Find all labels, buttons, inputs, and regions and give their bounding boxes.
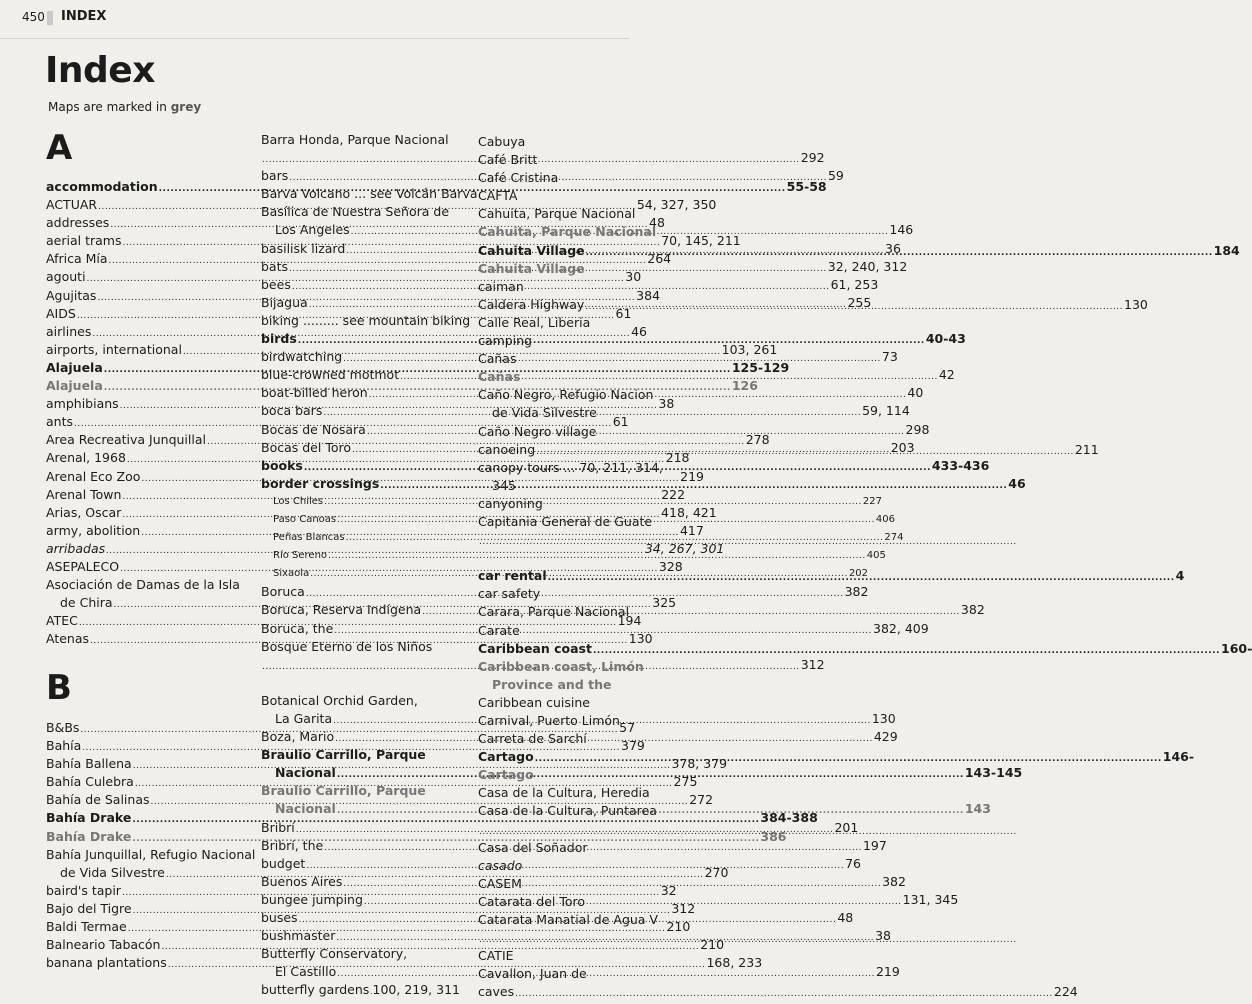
entry-pages: 61	[612, 414, 629, 430]
entry-pages: 36	[885, 240, 901, 256]
entry-term: airlines	[46, 323, 92, 339]
grey-word: grey	[170, 100, 202, 114]
index-entry	[261, 746, 460, 764]
entry-pages: 126	[731, 378, 758, 394]
entry-term: Nacional	[275, 765, 336, 781]
entry-term: Los Chiles	[273, 495, 324, 507]
entry-pages: 59, 114	[862, 403, 910, 419]
entry-term: Barva Volcano ... see Volcán Barva	[261, 186, 478, 202]
index-entry	[478, 278, 638, 296]
entry-term: Carnival, Puerto Limón	[478, 713, 620, 728]
entry-term: CASEM	[478, 875, 522, 891]
entry-pages: 378, 379	[671, 756, 728, 772]
index-entry	[478, 712, 638, 730]
entry-pages: 55-58	[786, 179, 827, 194]
index-entry	[478, 965, 638, 983]
index-entry	[478, 658, 644, 676]
entry-term: Bahía	[46, 738, 82, 754]
entry-term: Cañas	[478, 369, 521, 385]
header-section: INDEX	[61, 9, 107, 24]
entry-term: Bribrí	[261, 819, 295, 835]
leader-dots	[593, 640, 1220, 660]
index-entry	[478, 513, 653, 531]
entry-term: Braulio Carrillo, Parque	[261, 747, 426, 763]
entry-pages: 76	[845, 855, 861, 871]
entry-term: Arenal, 1968	[46, 450, 126, 466]
index-entry	[478, 260, 638, 278]
entry-term: Cahuita Village	[478, 260, 585, 276]
entry-term: Nacional	[275, 801, 336, 817]
leader-dots	[479, 929, 1017, 949]
letter-heading-b: B	[46, 668, 72, 708]
entry-term: boat-billed heron	[261, 385, 368, 401]
entry-pages: 46	[631, 323, 647, 339]
entry-pages: 272	[689, 792, 714, 808]
entry-term: Casa de la Cultura, Heredia	[478, 785, 650, 801]
entry-term: Basílica de Nuestra Señora de	[261, 204, 450, 220]
entry-pages: 146	[889, 222, 914, 238]
entry-term: caves	[478, 984, 515, 1000]
entry-pages: 100, 219, 311	[372, 982, 460, 998]
entry-term: army, abolition	[46, 522, 141, 538]
entry-term: butterfly gardens	[261, 982, 370, 998]
entry-term: Cañas	[478, 351, 517, 367]
entry-term: La Garita	[275, 711, 333, 726]
entry-term: Paso Canoas	[273, 513, 337, 525]
maps-note: Maps are marked in grey	[48, 100, 202, 114]
entry-term: border crossings	[261, 475, 380, 491]
entry-term: Asociación de Damas de la Isla	[46, 577, 240, 593]
leader-dots	[536, 441, 1074, 461]
entry-pages: 4	[1175, 568, 1185, 584]
index-entry	[261, 945, 460, 963]
entry-term: Casa del Soñador	[478, 839, 588, 855]
entry-term: banana plantations	[46, 955, 167, 971]
entry-pages: 42	[938, 367, 955, 383]
entry-term: B&Bs	[46, 720, 80, 735]
index-entry	[478, 603, 638, 621]
entry-term: Bahía Junquillal, Refugio Nacional	[46, 846, 256, 862]
entry-pages: 202	[848, 568, 869, 580]
entry-term: Bribrí, the	[261, 837, 324, 853]
entry-pages: 197	[862, 837, 887, 853]
entry-term: baird's tapir	[46, 882, 121, 898]
index-entry	[478, 151, 638, 169]
index-entry	[478, 929, 638, 947]
entry-pages: 143	[964, 801, 991, 817]
entry-term: Caribbean coast	[478, 640, 592, 656]
index-entry	[478, 947, 638, 965]
entry-term: accommodation	[46, 179, 158, 194]
index-entry	[478, 857, 638, 875]
entry-term: Bocas de Nosara	[261, 421, 366, 437]
index-entry	[478, 983, 1078, 1001]
entry-pages: 30	[625, 269, 642, 285]
entry-term: Buenos Aires	[261, 873, 343, 889]
entry-pages: 57	[619, 720, 636, 735]
entry-pages: 210	[700, 937, 725, 953]
index-entry	[261, 981, 460, 999]
entry-pages: 32, 240, 312	[827, 258, 908, 274]
index-entry	[478, 694, 638, 712]
entry-pages: 48	[837, 910, 854, 926]
entry-pages: 379	[621, 738, 645, 754]
entry-term: blue-crowned motmot	[261, 367, 400, 383]
index-entry	[478, 459, 663, 477]
index-entry	[478, 676, 638, 694]
index-entry	[478, 477, 638, 495]
index-entry	[46, 846, 256, 864]
entry-term: boca bars	[261, 403, 323, 419]
entry-pages: 278	[745, 432, 770, 448]
entry-term: Boruca	[261, 584, 305, 600]
entry-term: Casa de la Cultura, Puntarea	[478, 803, 657, 819]
entry-term: Bijagua	[261, 294, 308, 310]
index-entry	[261, 203, 460, 221]
entry-term: Cartago	[478, 749, 534, 765]
leader-dots	[586, 242, 1213, 262]
entry-pages: 61	[615, 305, 632, 321]
leader-dots	[370, 981, 371, 1001]
entry-pages: 406	[875, 513, 895, 525]
index-entry	[478, 839, 638, 857]
entry-term: Cabuya	[478, 134, 526, 149]
index-entry	[478, 423, 638, 441]
entry-pages: 219	[680, 468, 704, 484]
entry-term: CAFTA	[478, 188, 518, 204]
entry-term: Bahía Drake	[46, 828, 132, 844]
entry-term: caiman	[478, 278, 524, 294]
leader-dots	[380, 475, 1007, 495]
entry-term: books	[261, 457, 303, 473]
entry-term: Catarata Manatial de Agua V	[478, 912, 658, 928]
entry-term: canoeing	[478, 441, 536, 457]
index-entry	[478, 802, 657, 820]
entry-pages: 73	[881, 349, 898, 365]
index-entry	[478, 622, 638, 640]
entry-pages: 61, 253	[830, 276, 879, 292]
entry-term: Boruca, Reserva Indígena	[261, 602, 422, 618]
entry-term: AIDS	[46, 305, 76, 321]
entry-pages: 270	[704, 864, 729, 880]
entry-term: Bahía Ballena	[46, 756, 132, 772]
index-entry	[478, 314, 638, 332]
entry-term: Cahuita Village	[478, 242, 585, 258]
entry-term: Cavallon, Juan de	[478, 966, 587, 982]
entry-pages: 382, 409	[873, 620, 929, 636]
entry-pages: 40	[907, 385, 924, 401]
entry-pages: 211	[1074, 441, 1099, 457]
entry-term: Arenal Eco Zoo	[46, 468, 141, 484]
letter-heading-a: A	[46, 128, 73, 168]
entry-term: Café Cristina	[478, 170, 559, 186]
entry-pages: 48	[649, 215, 665, 231]
index-entry	[261, 638, 460, 656]
entry-pages: 255	[847, 294, 872, 310]
entry-pages: 224	[1053, 984, 1078, 1000]
entry-term: Capitania General de Guate	[478, 513, 653, 529]
entry-pages: 130	[628, 631, 653, 647]
entry-term: Bajo del Tigre	[46, 900, 132, 916]
entry-pages: 143-145	[964, 765, 1023, 781]
entry-term: bushmaster	[261, 928, 336, 944]
index-entry	[478, 640, 1252, 658]
leader-dots	[515, 983, 1053, 1003]
entry-term: Arias, Oscar	[46, 504, 122, 520]
index-entry	[478, 911, 658, 929]
entry-term: Baldi Termae	[46, 919, 127, 935]
index-entry	[261, 312, 471, 330]
entry-term: bats	[261, 258, 289, 274]
entry-pages: 40-43	[925, 331, 966, 347]
entry-pages: 194	[617, 613, 642, 629]
entry-term: biking ......... see mountain biking	[261, 312, 471, 328]
entry-term: Caribbean cuisine	[478, 694, 590, 710]
entry-term: Area Recreativa Junquillal	[46, 432, 206, 448]
entry-term: Carreta de Sarchí	[478, 731, 587, 747]
entry-term: birdwatching	[261, 349, 343, 365]
entry-pages: 274	[884, 532, 904, 544]
entry-pages: 312	[800, 656, 825, 672]
entry-term: car safety	[478, 586, 541, 602]
entry-pages: 429	[873, 729, 898, 745]
entry-pages: 328	[658, 558, 683, 574]
index-entry	[478, 404, 638, 422]
entry-term: Atenas	[46, 631, 90, 647]
entry-term: CATIE	[478, 948, 514, 964]
index-entry	[478, 187, 638, 205]
entry-term: basilisk lizard	[261, 240, 346, 256]
entry-pages: 210	[666, 919, 691, 935]
entry-term: Bahía Culebra	[46, 774, 134, 790]
entry-term: Bosque Eterno de los Niños	[261, 638, 433, 654]
entry-term: bars	[261, 168, 289, 184]
entry-pages: 275	[673, 774, 698, 790]
entry-pages: 46	[1008, 475, 1026, 491]
entry-pages: 70, 145, 211	[661, 233, 741, 249]
entry-pages: 382	[882, 873, 906, 889]
entry-pages: 382	[960, 602, 985, 618]
index-entry	[478, 730, 638, 748]
page-title: Index	[45, 50, 155, 91]
entry-term: budget	[261, 855, 306, 871]
entry-pages: 382	[844, 584, 869, 600]
entry-term: ASEPALECO	[46, 558, 120, 574]
entry-term: Caldera Highway	[478, 296, 585, 312]
entry-term: buses	[261, 910, 298, 926]
entry-term: arribadas	[46, 540, 106, 556]
index-entry	[478, 821, 638, 839]
entry-term: Boza, Mario	[261, 729, 335, 745]
header-rule	[0, 38, 630, 39]
index-entry	[478, 495, 638, 513]
entry-term: Peñas Blancas	[273, 532, 345, 544]
entry-term: Café Britt	[478, 152, 538, 168]
entry-term: Alajuela	[46, 378, 103, 394]
entry-pages: 54, 327, 350	[636, 197, 717, 213]
entry-term: Balneario Tabacón	[46, 937, 161, 953]
entry-pages: 418, 421	[661, 504, 717, 520]
entry-pages: 130	[1124, 296, 1148, 312]
entry-term: Province and the	[492, 676, 612, 692]
entry-term: bees	[261, 276, 291, 292]
index-entry	[261, 782, 460, 800]
entry-pages: 433-436	[931, 457, 990, 473]
entry-term: agouti	[46, 269, 86, 285]
entry-term: Carate	[478, 622, 520, 638]
index-entry	[478, 875, 638, 893]
index-entry	[46, 576, 246, 594]
page-number: 450	[22, 10, 45, 24]
entry-term: ATEC	[46, 613, 78, 629]
entry-pages: 34, 267, 301	[644, 540, 725, 556]
entry-term: Caño Negro village	[478, 423, 597, 439]
entry-term: El Castillo	[275, 964, 337, 980]
entry-pages: 218	[665, 450, 690, 466]
entry-pages: 38	[658, 396, 675, 412]
entry-term: ants	[46, 414, 73, 430]
index-entry	[478, 223, 657, 241]
entry-pages: 130	[871, 711, 896, 726]
header-bar	[47, 11, 53, 25]
entry-term: Arenal Town	[46, 486, 122, 502]
entry-pages: 184	[1213, 242, 1240, 258]
entry-term: birds	[261, 331, 297, 347]
index-entry	[478, 205, 638, 223]
entry-pages: 325	[652, 595, 677, 611]
entry-pages: 168, 233	[706, 955, 763, 971]
entry-pages: 386	[760, 828, 787, 844]
entry-pages: 264	[647, 251, 672, 267]
leader-dots	[585, 296, 1123, 316]
entry-pages: 32	[660, 882, 677, 898]
entry-term: canyoning	[478, 495, 543, 511]
entry-pages: 38	[875, 928, 892, 944]
entry-pages: 405	[866, 550, 886, 562]
entry-term: Cartago	[478, 767, 534, 783]
entry-term: Caribbean coast, Limón	[478, 658, 644, 674]
entry-term: Los Angeles	[275, 222, 350, 238]
entry-pages: 103, 261	[721, 341, 778, 357]
entry-term: 345	[492, 477, 516, 493]
entry-term: camping	[478, 333, 532, 349]
entry-term: aerial trams	[46, 233, 122, 249]
entry-term: Calle Real, Liberia	[478, 314, 591, 330]
entry-term: de Chira	[60, 595, 113, 611]
entry-term: Río Sereno	[273, 550, 328, 562]
index-entry	[478, 368, 638, 386]
leader-dots	[535, 748, 1162, 768]
entry-term: Africa Mía	[46, 251, 108, 267]
leader-dots	[548, 567, 1175, 587]
running-header	[0, 8, 630, 28]
entry-term: Butterfly Conservatory,	[261, 946, 408, 962]
entry-pages: 417	[679, 522, 704, 538]
entry-term: canopy tours ... 70, 211, 314,	[478, 459, 663, 475]
entry-pages: 219	[875, 964, 900, 980]
entry-pages: 312	[671, 900, 696, 916]
entry-term: Caño Negro, Refugio Nacion	[478, 387, 654, 403]
entry-term: Cahuita, Parque Nacional	[478, 224, 657, 240]
entry-term: Braulio Carrillo, Parque	[261, 783, 426, 799]
entry-term: Catarata del Toro	[478, 893, 586, 909]
entry-pages: 59	[827, 168, 844, 184]
entry-term: Bocas del Toro	[261, 439, 351, 455]
index-entry	[478, 585, 638, 603]
entry-pages: 292	[800, 150, 825, 166]
entry-pages: 160-	[1221, 640, 1252, 656]
index-entry	[478, 531, 638, 549]
index-entry	[261, 692, 460, 710]
entry-pages: 227	[862, 495, 882, 507]
entry-term: Carara, Parque Nacional	[478, 604, 630, 620]
index-entry	[478, 386, 654, 404]
leader-dots	[479, 531, 1017, 551]
entry-term: Bahía Drake	[46, 810, 132, 826]
entry-term: car rental	[478, 568, 547, 584]
entry-term: ACTUAR	[46, 197, 98, 213]
entry-term: Botanical Orchid Garden,	[261, 692, 418, 708]
index-entry	[261, 131, 460, 149]
entry-pages: 125-129	[731, 359, 790, 375]
index-entry	[478, 133, 638, 151]
entry-term: Sixaola	[273, 568, 310, 580]
entry-term: Bahía de Salinas	[46, 792, 150, 808]
index-entry	[478, 893, 638, 911]
index-entry	[478, 350, 638, 368]
entry-pages: 146-	[1162, 749, 1195, 765]
entry-pages: 222	[661, 486, 686, 502]
index-entry	[261, 185, 478, 203]
index-entry	[478, 766, 638, 784]
entry-pages: 298	[905, 421, 930, 437]
entry-term: de Vida Silvestre	[492, 405, 597, 421]
entry-term: Agujitas	[46, 287, 97, 303]
entry-term: casado	[478, 857, 523, 873]
entry-term: airports, international	[46, 341, 182, 357]
entry-term: Alajuela	[46, 359, 103, 375]
entry-pages: 384	[636, 287, 661, 303]
entry-pages: 203	[890, 439, 915, 455]
index-entry	[478, 332, 638, 350]
entry-pages: 131, 345	[902, 891, 959, 907]
index-entry	[478, 784, 650, 802]
index-entry	[478, 169, 638, 187]
entry-term: Barra Honda, Parque Nacional	[261, 132, 449, 147]
entry-pages: 384-388	[760, 810, 818, 826]
entry-term: Cahuita, Parque Nacional	[478, 206, 636, 222]
entry-term: bungee jumping	[261, 891, 363, 907]
entry-term: amphibians	[46, 396, 119, 412]
entry-pages: 201	[834, 819, 859, 835]
entry-term: Boruca, the	[261, 620, 334, 636]
spacer	[478, 549, 638, 567]
entry-term: de Vida Silvestre	[60, 864, 165, 880]
entry-term: addresses	[46, 215, 110, 231]
leader-dots	[479, 821, 1017, 841]
spacer	[261, 674, 460, 692]
